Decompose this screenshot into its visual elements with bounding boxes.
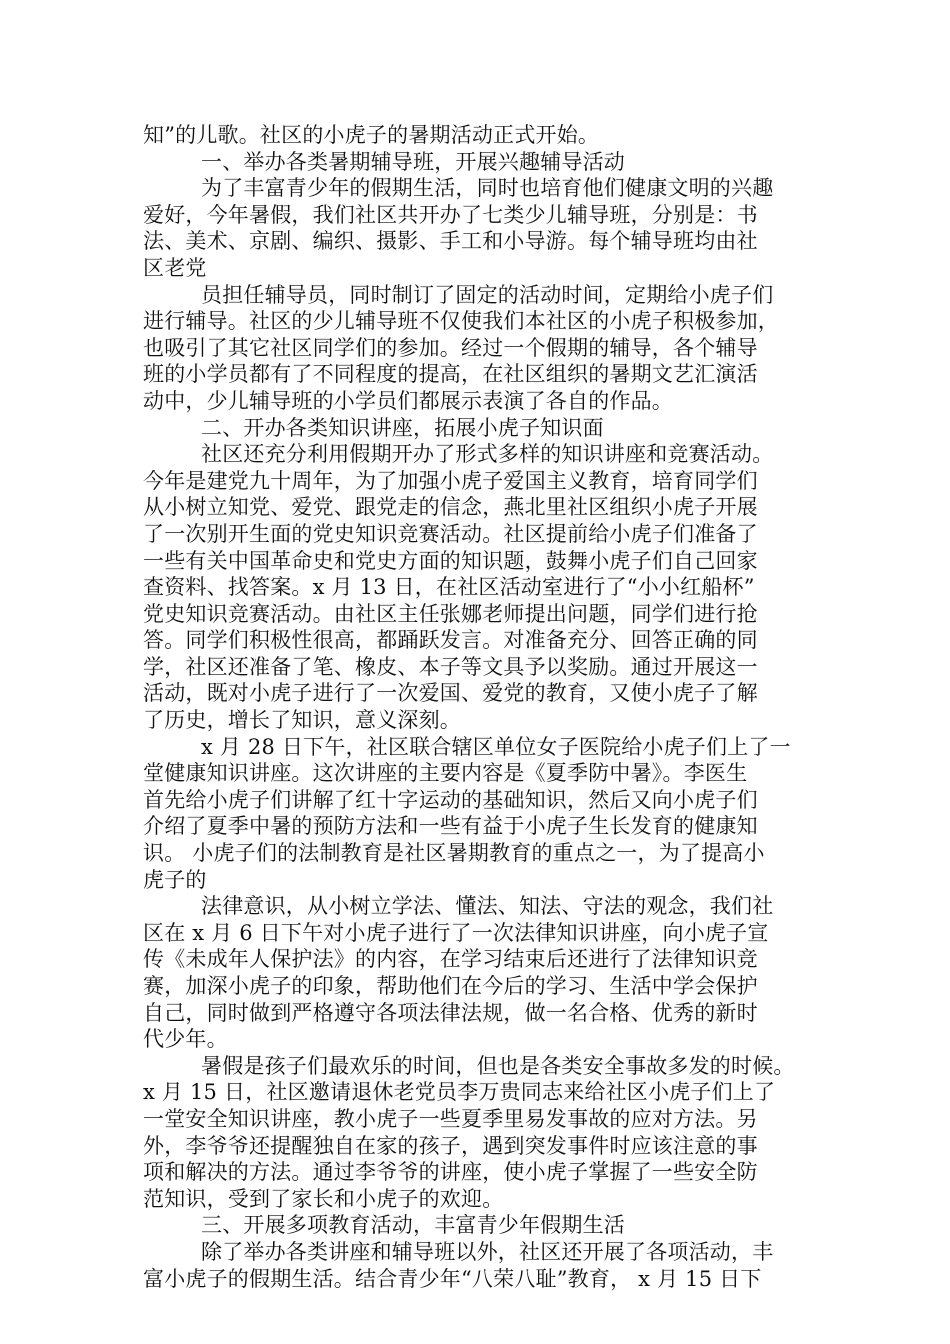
text-line: 答。同学们积极性很高，都踊跃发言。对准备充分、回答正确的同 — [143, 628, 758, 653]
text-line: 堂健康知识讲座。这次讲座的主要内容是《夏季防中暑》。李医生 — [143, 761, 748, 786]
text-line: 动中，少儿辅导班的小学员们都展示表演了各自的作品。 — [143, 388, 673, 413]
text-line: 活动，既对小虎子进行了一次爱国、爱党的教育，又使小虎子了解 — [143, 681, 758, 706]
text-line: 虎子的 — [143, 867, 207, 892]
text-line: 员担任辅导员，同时制订了固定的活动时间，定期给小虎子们 — [201, 282, 774, 307]
text-line: 班的小学员都有了不同程度的提高，在社区组织的暑期文艺汇演活 — [143, 362, 758, 387]
text-line: 一、举办各类暑期辅导班，开展兴趣辅导活动 — [201, 149, 625, 174]
text-line: 暑假是孩子们最欢乐的时间，但也是各类安全事故多发的时候。 — [201, 1053, 795, 1078]
text-line: 学，社区还准备了笔、橡皮、本子等文具予以奖励。通过开展这一 — [143, 654, 758, 679]
text-line: 党史知识竞赛活动。由社区主任张娜老师提出问题，同学们进行抢 — [143, 601, 758, 626]
text-line: 三、开展多项教育活动，丰富青少年假期生活 — [201, 1213, 625, 1238]
text-line: 外，李爷爷还提醒独自在家的孩子，遇到突发事件时应该注意的事 — [143, 1133, 758, 1158]
text-line: 社区还充分利用假期开办了形式多样的知识讲座和竞赛活动。 — [201, 442, 774, 467]
text-line: 也吸引了其它社区同学们的参加。经过一个假期的辅导，各个辅导 — [143, 335, 758, 360]
text-line: 富小虎子的假期生活。结合青少年“八荣八耻”教育， x 月 15 日下 — [143, 1266, 762, 1291]
text-line: 自己，同时做到严格遵守各项法律法规，做一名合格、优秀的新时 — [143, 1000, 758, 1025]
text-line: 爱好，今年暑假，我们社区共开办了七类少儿辅导班，分别是：书 — [143, 202, 758, 227]
text-line: 法、美术、京剧、编织、摄影、手工和小导游。每个辅导班均由社 — [143, 229, 758, 254]
text-line: 知”的儿歌。社区的小虎子的暑期活动正式开始。 — [143, 123, 600, 147]
text-line: 首先给小虎子们讲解了红十字运动的基础知识，然后又向小虎子们 — [143, 787, 758, 812]
text-line: 今年是建党九十周年，为了加强小虎子爱国主义教育，培育同学们 — [143, 468, 758, 493]
text-line: 一堂安全知识讲座，教小虎子一些夏季里易发事故的应对方法。另 — [143, 1106, 758, 1131]
text-line: 了一次别开生面的党史知识竞赛活动。社区提前给小虎子们准备了 — [143, 521, 758, 546]
text-line: 传《未成年人保护法》的内容，在学习结束后还进行了法律知识竞 — [143, 947, 758, 972]
text-line: 区在 x 月 6 日下午对小虎子进行了一次法律知识讲座，向小虎子宣 — [143, 920, 769, 945]
document-body — [143, 122, 813, 1292]
text-line: 区老党 — [143, 255, 207, 280]
text-line: 范知识，受到了家长和小虎子的欢迎。 — [143, 1186, 504, 1211]
text-line: 查资料、找答案。x 月 13 日，在社区活动室进行了“小小红船杯” — [143, 575, 755, 600]
text-line: 进行辅导。社区的少儿辅导班不仅使我们本社区的小虎子积极参加， — [143, 309, 779, 334]
text-line: x 月 28 日下午，社区联合辖区单位女子医院给小虎子们上了一 — [201, 734, 791, 759]
text-line: 识。 小虎子们的法制教育是社区暑期教育的重点之一，为了提高小 — [143, 841, 765, 866]
text-line: 项和解决的方法。通过李爷爷的讲座，使小虎子掌握了一些安全防 — [143, 1160, 758, 1185]
text-line: 除了举办各类讲座和辅导班以外，社区还开展了各项活动，丰 — [201, 1239, 774, 1264]
text-line: 一些有关中国革命史和党史方面的知识题，鼓舞小虎子们自己回家 — [143, 548, 758, 573]
text-line: 介绍了夏季中暑的预防方法和一些有益于小虎子生长发育的健康知 — [143, 814, 758, 839]
text-line: x 月 15 日，社区邀请退休老党员李万贵同志来给社区小虎子们上了 — [143, 1080, 776, 1105]
text-line: 为了丰富青少年的假期生活，同时也培育他们健康文明的兴趣 — [201, 176, 774, 201]
text-line: 二、开办各类知识讲座，拓展小虎子知识面 — [201, 415, 604, 440]
text-line: 了历史，增长了知识，意义深刻。 — [143, 708, 461, 733]
text-line: 从小树立知党、爱党、跟党走的信念，燕北里社区组织小虎子开展 — [143, 495, 758, 520]
text-line: 法律意识，从小树立学法、懂法、知法、守法的观念，我们社 — [201, 894, 774, 919]
text-line: 赛，加深小虎子的印象，帮助他们在今后的学习、生活中学会保护 — [143, 974, 758, 998]
text-line: 代少年。 — [143, 1027, 228, 1052]
